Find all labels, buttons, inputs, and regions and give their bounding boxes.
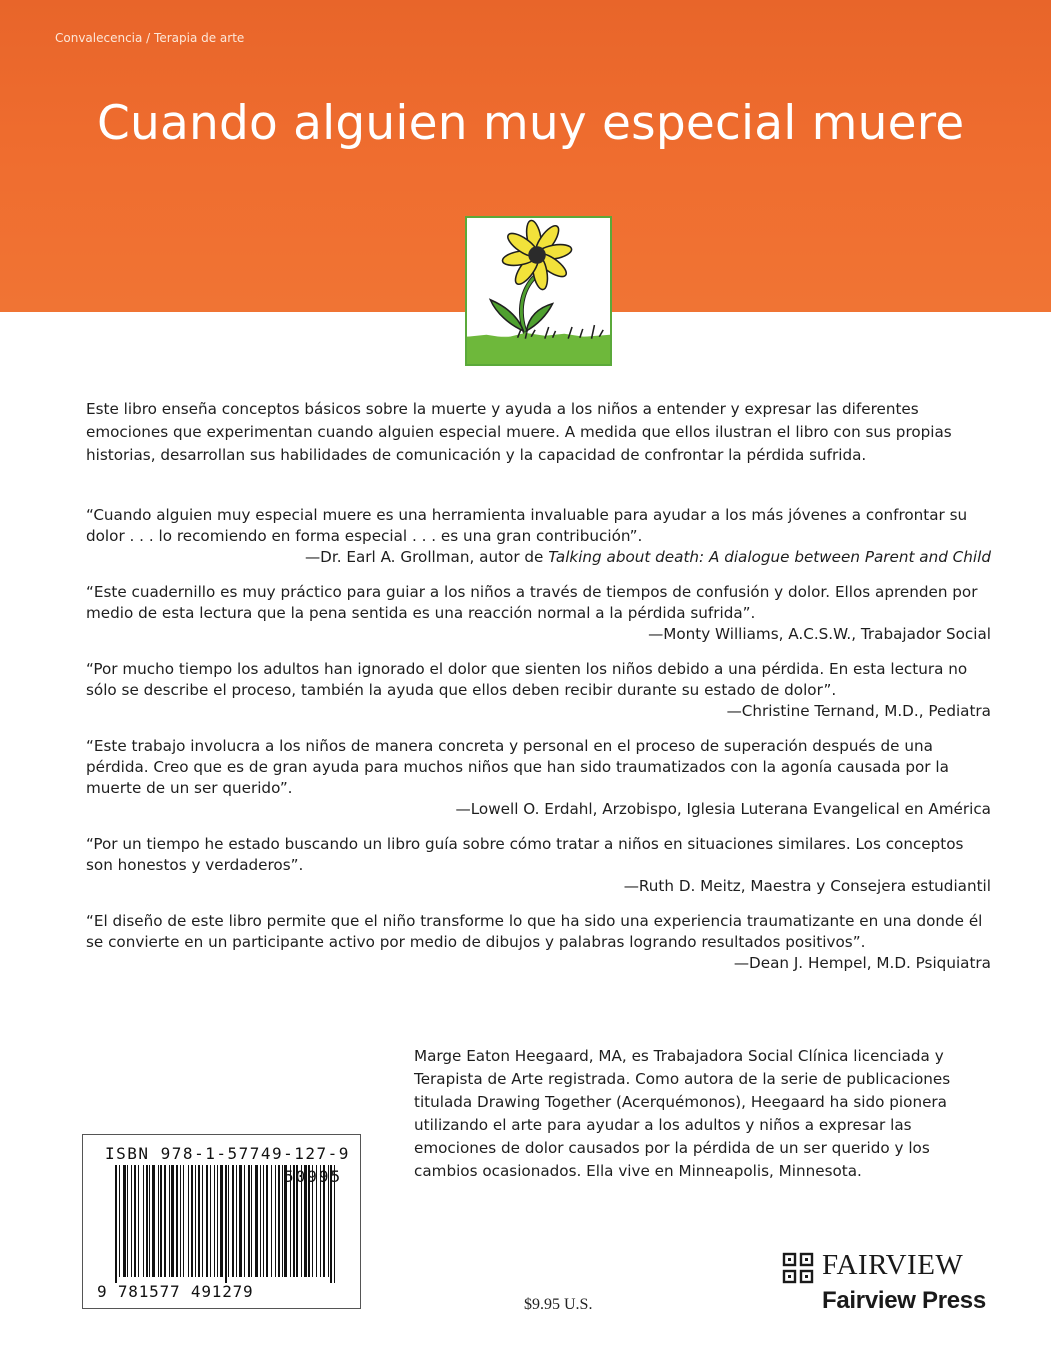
endorsements bbox=[86, 505, 991, 988]
quote-text: “Este cuadernillo es muy práctico para guiar a los niños a través de tiempos de confusión y dolor. Ellos aprenden por medio de esta lectura que la pena sentida es una reacción normal a la pérdida sufrida”. bbox=[86, 583, 978, 622]
barcode-bar bbox=[191, 1165, 193, 1277]
barcode-bar bbox=[183, 1165, 184, 1277]
barcode-bar bbox=[228, 1165, 229, 1277]
barcode-bar bbox=[195, 1165, 196, 1277]
quote-attribution: —Lowell O. Erdahl, Arzobispo, Iglesia Luterana Evangelical en América bbox=[455, 800, 991, 818]
isbn-barcode bbox=[82, 1134, 361, 1309]
barcode-bar bbox=[248, 1165, 250, 1277]
barcode-bar bbox=[188, 1165, 189, 1277]
price-label: $9.95 U.S. bbox=[524, 1296, 593, 1313]
barcode-bar bbox=[206, 1165, 208, 1277]
quote-attribution: —Dean J. Hempel, M.D. Psiquiatra bbox=[733, 954, 991, 972]
barcode-bar bbox=[152, 1165, 155, 1277]
category-label: Convalecencia / Terapia de arte bbox=[55, 31, 245, 45]
barcode-bar bbox=[127, 1165, 128, 1277]
barcode-bar bbox=[171, 1165, 174, 1277]
quote-erdahl bbox=[86, 736, 991, 820]
barcode-bar bbox=[263, 1165, 264, 1277]
barcode-bar bbox=[158, 1165, 159, 1277]
price-code: 50995 bbox=[284, 1167, 343, 1186]
quote-work-title: Talking about death: A dialogue between Parent and Child bbox=[548, 548, 991, 566]
publisher-logo bbox=[782, 1247, 992, 1322]
barcode-bar bbox=[266, 1165, 268, 1277]
ean-digits: 9 781577 491279 bbox=[97, 1282, 254, 1301]
barcode-bar bbox=[260, 1165, 261, 1277]
barcode-bar bbox=[115, 1165, 117, 1283]
barcode-bar bbox=[160, 1165, 162, 1277]
publisher-name: Fairview Press bbox=[822, 1287, 986, 1314]
barcode-bar bbox=[180, 1165, 181, 1277]
quote-grollman bbox=[86, 505, 991, 568]
quote-text: “Por un tiempo he estado buscando un libro guía sobre cómo tratar a niños en situaciones similares. Los conceptos son honestos y verdaderos”. bbox=[86, 835, 964, 874]
quote-attribution: —Ruth D. Meitz, Maestra y Consejera estudiantil bbox=[623, 877, 991, 895]
intro-paragraph: Este libro enseña conceptos básicos sobre la muerte y ayuda a los niños a entender y expresar las diferentes emociones que experimentan cuando alguien especial muere. A medida que ellos ilustran el libro con sus propias historias, desarrollan sus habilidades de comunicación y la capacidad de confrontar la pérdida sufrida. bbox=[86, 400, 952, 464]
isbn-number: ISBN 978-1-57749-127-9 bbox=[105, 1144, 350, 1163]
barcode-bar bbox=[282, 1165, 283, 1277]
quote-hempel bbox=[86, 911, 991, 974]
barcode-bar bbox=[214, 1165, 215, 1277]
barcode-bar bbox=[143, 1165, 144, 1277]
barcode-bar bbox=[275, 1165, 276, 1277]
publisher-name-caps: FAIRVIEW bbox=[822, 1249, 964, 1281]
fairview-logo-icon bbox=[782, 1252, 814, 1284]
barcode-bar bbox=[176, 1165, 178, 1277]
barcode-bar bbox=[134, 1165, 136, 1277]
barcode-bar bbox=[146, 1165, 148, 1277]
barcode-bar bbox=[278, 1165, 280, 1277]
quote-text: “Cuando alguien muy especial muere es una herramienta invaluable para ayudar a los más jóvenes a confrontar su dolor . . . lo recomiendo en forma especial . . . es una gran contribución”. bbox=[86, 506, 968, 545]
quote-attribution: —Monty Williams, A.C.S.W., Trabajador Social bbox=[648, 625, 991, 643]
quote-williams bbox=[86, 582, 991, 645]
author-bio: Marge Eaton Heegaard, MA, es Trabajadora Social Clínica licenciada y Terapista de Arte registrada. Como autora de la serie de publicaciones titulada Drawing Together (Acerquémonos), Heegaard ha sido pionera utilizando el arte para ayudar a los adultos y niños a expresar las emociones de dolor causados por la pérdida de un ser querido y los cambios ocasionados. Ella vive en Minneapolis, Minnesota. bbox=[414, 1047, 951, 1180]
flower-illustration bbox=[465, 216, 612, 366]
barcode-bar bbox=[202, 1165, 203, 1277]
barcode-bar bbox=[255, 1165, 258, 1277]
barcode-bar bbox=[123, 1165, 126, 1277]
barcode-bar bbox=[198, 1165, 200, 1277]
barcode-bar bbox=[225, 1165, 227, 1283]
barcode-bar bbox=[236, 1165, 237, 1277]
barcode-bar bbox=[149, 1165, 150, 1277]
quote-ternand bbox=[86, 659, 991, 722]
barcode-bar bbox=[232, 1165, 234, 1277]
barcode-bar bbox=[169, 1165, 170, 1277]
barcode-bar bbox=[251, 1165, 252, 1277]
barcode-bar bbox=[131, 1165, 132, 1277]
barcode-bar bbox=[217, 1165, 218, 1277]
barcode-bar bbox=[271, 1165, 272, 1277]
barcode-bar bbox=[220, 1165, 223, 1277]
quote-text: “Por mucho tiempo los adultos han ignorado el dolor que sienten los niños debido a una pérdida. En esta lectura no sólo se describe el proceso, también la ayuda que ellos deben recibir durante su estado de dolor”. bbox=[86, 660, 968, 699]
barcode-bar bbox=[119, 1165, 120, 1277]
barcode-bar bbox=[210, 1165, 211, 1277]
book-title: Cuando alguien muy especial muere bbox=[97, 96, 965, 151]
flower-icon bbox=[467, 218, 610, 364]
quote-attribution: —Christine Ternand, M.D., Pediatra bbox=[726, 702, 991, 720]
quote-text: “Este trabajo involucra a los niños de manera concreta y personal en el proceso de superación después de una pérdida. Creo que es de gran ayuda para muchos niños que han sido traumatizados con la agonía causada por la muerte de un ser querido”. bbox=[86, 737, 949, 797]
quote-attribution: —Dr. Earl A. Grollman, autor de Talking about death: A dialogue between Parent and Child bbox=[304, 548, 991, 566]
barcode-bar bbox=[138, 1165, 139, 1277]
quote-text: “El diseño de este libro permite que el niño transforme lo que ha sido una experiencia traumatizante en una donde él se convierte en un participante activo por medio de dibujos y palabras logrando resultados positivos”. bbox=[86, 912, 983, 951]
barcode-bar bbox=[239, 1165, 242, 1277]
quote-meitz bbox=[86, 834, 991, 897]
barcode-bar bbox=[164, 1165, 166, 1277]
barcode-bar bbox=[244, 1165, 245, 1277]
